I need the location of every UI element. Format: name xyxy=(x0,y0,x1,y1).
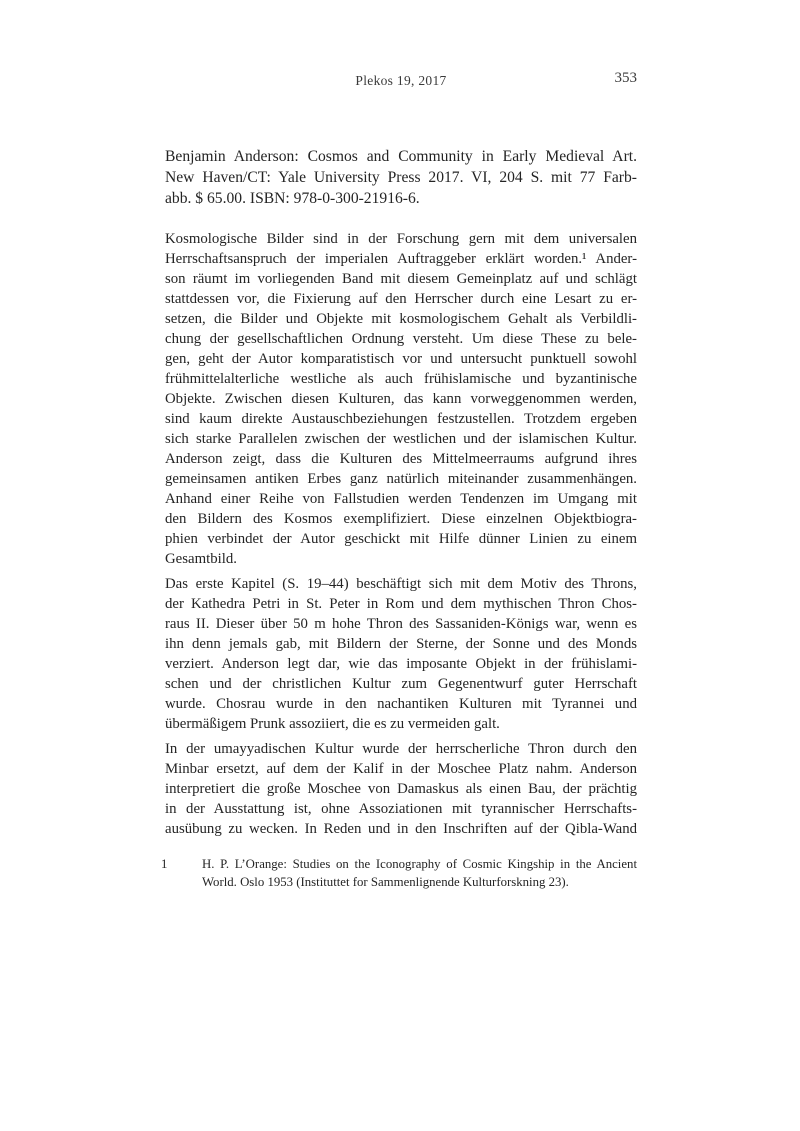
text-line: verziert. Anderson legt dar, wie das imposante Objekt in der frühislami- xyxy=(165,656,637,672)
text-line: Herrschaftsanspruch der imperialen Auftraggeber erklärt worden.¹ Ander- xyxy=(165,251,637,267)
text-line: chung der gesellschaftlichen Ordnung versteht. Um diese These zu bele- xyxy=(165,331,637,347)
text-line: phien verbindet der Autor geschickt mit Hilfe dünner Linien zu einem xyxy=(165,531,637,547)
text-line: gemeinsamen antiken Erbes ganz natürlich miteinander zusammenhängen. xyxy=(165,471,637,487)
text-line: stattdessen vor, die Fixierung auf den Herrscher durch eine Lesart zu er- xyxy=(165,291,637,307)
text-line: setzen, die Bilder und Objekte mit kosmologischem Gehalt als Verbildli- xyxy=(165,311,637,327)
text-line: New Haven/CT: Yale University Press 2017. VI, 204 S. mit 77 Farb- xyxy=(165,169,637,186)
footnote-marker: 1 xyxy=(161,857,168,871)
text-line: ihn denn jemals gab, mit Bildern der Sterne, der Sonne und des Monds xyxy=(165,636,637,652)
text-line: H. P. L’Orange: Studies on the Iconography of Cosmic Kingship in the Ancient xyxy=(202,857,637,871)
page-header xyxy=(165,70,637,90)
text-line: schen und der christlichen Kultur zum Gegenentwurf guter Herrschaft xyxy=(165,676,637,692)
review-paragraph-1 xyxy=(165,229,637,569)
text-line: abb. $ 65.00. ISBN: 978-0-300-21916-6. xyxy=(165,190,420,207)
journal-title: Plekos 19, 2017 xyxy=(355,73,447,88)
book-citation xyxy=(165,146,637,209)
text-line: sich starke Parallelen zwischen der westlichen und der islamischen Kultur. xyxy=(165,431,637,447)
review-paragraph-2 xyxy=(165,574,637,734)
page-number: 353 xyxy=(614,70,637,86)
text-column xyxy=(161,70,637,891)
text-line: World. Oslo 1953 (Instituttet for Sammenlignende Kulturforskning 23). xyxy=(202,875,569,889)
text-line: wurde. Chosrau wurde in den nachantiken Kulturen mit Tyrannei und xyxy=(165,696,637,712)
text-line: Benjamin Anderson: Cosmos and Community in Early Medieval Art. xyxy=(165,148,637,165)
text-line: raus II. Dieser über 50 m hohe Thron des Sassaniden-Königs war, wenn es xyxy=(165,616,637,632)
footnote-text xyxy=(202,855,637,891)
text-line: Gesamtbild. xyxy=(165,551,237,567)
text-line: den Bildern des Kosmos exemplifiziert. Diese einzelnen Objektbiogra- xyxy=(165,511,637,527)
text-line: Minbar ersetzt, auf dem der Kalif in der Moschee Platz nahm. Anderson xyxy=(165,761,637,777)
text-line: interpretiert die große Moschee von Damaskus als einen Bau, der prächtig xyxy=(165,781,637,797)
text-line: übermäßigem Prunk assoziiert, die es zu vermeiden galt. xyxy=(165,716,500,732)
text-line: frühmittelalterliche westliche als auch frühislamische und byzantinische xyxy=(165,371,637,387)
text-line: Objekte. Zwischen diesen Kulturen, das kann vorweggenommen werden, xyxy=(165,391,637,407)
review-paragraph-3 xyxy=(165,739,637,839)
text-line: der Kathedra Petri in St. Peter in Rom und dem mythischen Thron Chos- xyxy=(165,596,637,612)
text-line: Anhand einer Reihe von Fallstudien werden Tendenzen im Umgang mit xyxy=(165,491,637,507)
text-line: gen, geht der Autor komparatistisch vor und untersucht punktuell sowohl xyxy=(165,351,637,367)
footnote xyxy=(161,855,637,891)
text-line: Kosmologische Bilder sind in der Forschung gern mit dem universalen xyxy=(165,231,637,247)
text-line: son räumt im vorliegenden Band mit diesem Gemeinplatz auf und schlägt xyxy=(165,271,637,287)
text-line: Anderson zeigt, dass die Kulturen des Mittelmeerraums aufgrund ihres xyxy=(165,451,637,467)
text-line: In der umayyadischen Kultur wurde der herrscherliche Thron durch den xyxy=(165,741,637,757)
text-line: in der Ausstattung ist, ohne Assoziationen mit tyrannischer Herrschafts- xyxy=(165,801,637,817)
text-line: Das erste Kapitel (S. 19–44) beschäftigt sich mit dem Motiv des Throns, xyxy=(165,576,637,592)
text-line: ausübung zu wecken. In Reden und in den Inschriften auf der Qibla-Wand xyxy=(165,821,637,837)
text-line: sind kaum direkte Austauschbeziehungen festzustellen. Trotzdem ergeben xyxy=(165,411,637,427)
